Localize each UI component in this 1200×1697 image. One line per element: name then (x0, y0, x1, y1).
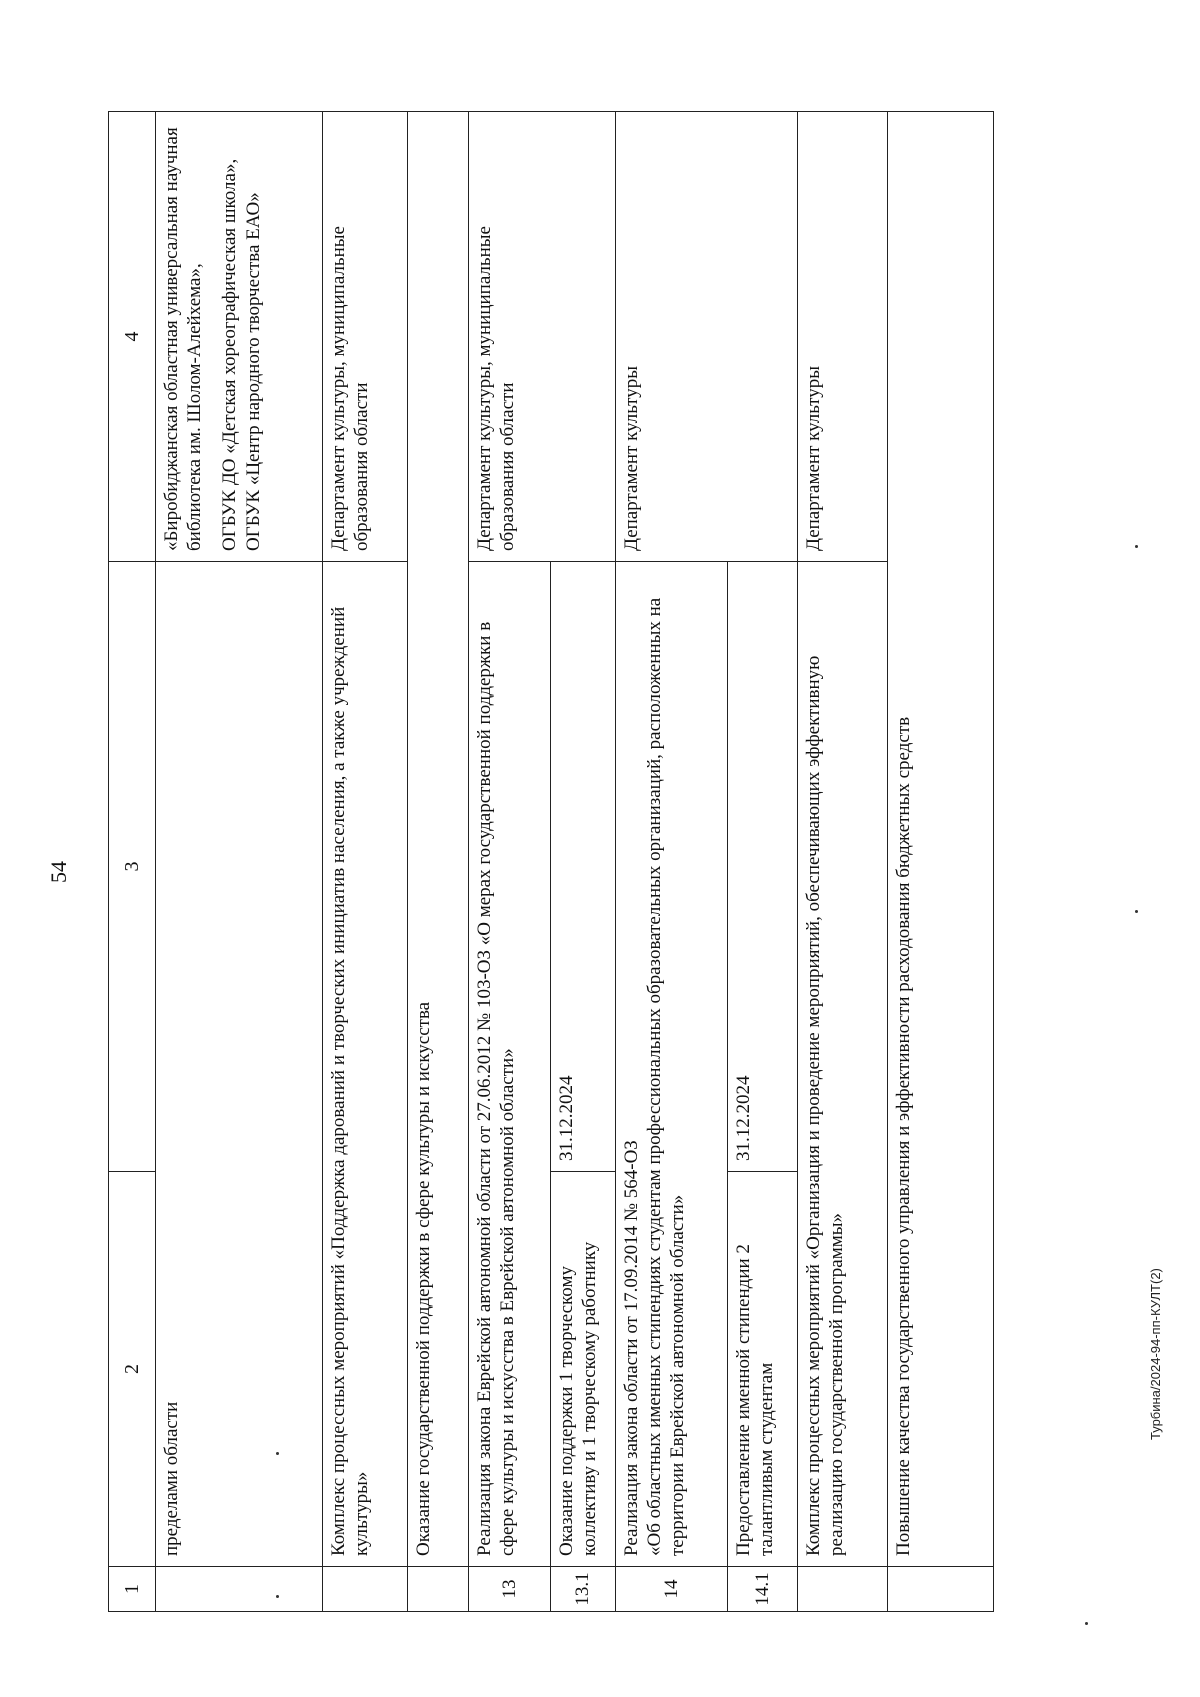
header-col-4: 4 (109, 112, 156, 562)
section-heading: Повышение качества государственного управления и эффективности расходования бюджетных средств (888, 112, 994, 1567)
table-row (798, 112, 888, 1612)
header-col-2: 2 (109, 1172, 156, 1567)
row-deadline: 31.12.2024 (728, 562, 798, 1172)
table-row (888, 112, 994, 1612)
table-row (616, 112, 728, 1612)
scan-speck (276, 1452, 279, 1455)
row-description: Реализация закона Еврейской автономной области от 27.06.2012 № 103-ОЗ «О мерах государственной поддержки в сфере культуры и искусства в Еврейской автономной области» (469, 562, 551, 1567)
rotated-page (46, 112, 993, 1612)
row-executors: Департамент культуры, муниципальные образования области (469, 112, 616, 562)
section-heading: Оказание государственной поддержки в сфере культуры и искусства (408, 112, 469, 1567)
row-description: пределами области (156, 562, 323, 1567)
description-line: «Об областных именных стипендиях студентам профессиональных образовательных организаций, расположенных на территории Еврейской автономной области» (644, 597, 689, 1556)
row-number (888, 1567, 994, 1612)
row-number: 14 (616, 1567, 728, 1612)
scan-speck (276, 1595, 279, 1598)
row-description: Оказание поддержки 1 творческому коллективу и 1 творческому работнику (551, 1172, 616, 1567)
row-description (616, 562, 728, 1567)
row-deadline: 31.12.2024 (551, 562, 616, 1172)
scan-speck (1135, 545, 1138, 548)
row-number: 14.1 (728, 1567, 798, 1612)
row-executors (156, 112, 323, 562)
page-number: 54 (46, 861, 71, 883)
header-col-1: 1 (109, 1567, 156, 1612)
row-number (156, 1567, 323, 1612)
scan-speck (1135, 910, 1138, 913)
row-executors: Департамент культуры (798, 112, 888, 562)
row-number: 13.1 (551, 1567, 616, 1612)
row-number (798, 1567, 888, 1612)
row-number: 13 (469, 1567, 551, 1612)
program-table (108, 111, 994, 1612)
row-description: Комплекс процессных мероприятий «Поддержка дарований и творческих инициатив населения, а также учреждений культуры» (323, 562, 408, 1567)
row-description: Предоставление именной стипендии 2 талантливым студентам (728, 1172, 798, 1567)
table-row (408, 112, 469, 1612)
document-code: Турбина/2024-94-пп-КУЛТ(2) (1148, 1268, 1163, 1440)
row-executors: Департамент культуры, муниципальные образования области (323, 112, 408, 562)
header-col-3: 3 (109, 562, 156, 1172)
table-row (323, 112, 408, 1612)
row-executors: Департамент культуры (616, 112, 798, 562)
executor-line: «Биробиджанская областная универсальная научная библиотека им. Шолом-Алейхема», (161, 127, 206, 551)
table-header-row (109, 112, 156, 1612)
row-number (323, 1567, 408, 1612)
scan-speck (1085, 1622, 1088, 1625)
description-line: Реализация закона области от 17.09.2014 № 564-ОЗ (621, 1140, 642, 1556)
table-row (156, 112, 323, 1612)
executor-line: ОГБУК ДО «Детская хореографическая школа», ОГБУК «Центр народного творчества ЕАО» (219, 158, 264, 551)
row-description: Комплекс процессных мероприятий «Организация и проведение мероприятий, обеспечивающих эффективную реализацию государственной программы» (798, 562, 888, 1567)
row-number (408, 1567, 469, 1612)
table-row (469, 112, 551, 1612)
